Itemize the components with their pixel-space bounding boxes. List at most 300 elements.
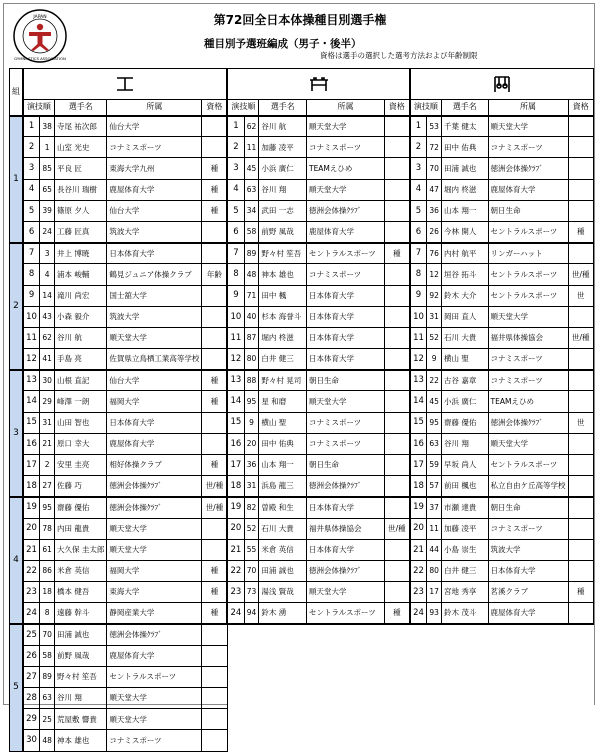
performance-order: 15: [23, 412, 40, 433]
performance-order: 18: [227, 476, 244, 497]
athlete-name: 山根 直記: [55, 370, 107, 391]
performance-order: 5: [410, 200, 427, 221]
athlete-name: 野々村 晃司: [259, 370, 307, 391]
bib-number: 93: [427, 603, 442, 624]
table-row: [10, 158, 594, 179]
table-row: [10, 391, 594, 412]
qualification: [568, 306, 593, 327]
qualification: 世/種: [202, 476, 227, 497]
team-name: 鹿屋体育大学: [488, 603, 568, 624]
team-name: コナミスポーツ: [306, 264, 384, 285]
team-name: 東海大学: [107, 582, 202, 603]
team-name: セントラルスポーツ: [488, 264, 568, 285]
bib-number: 26: [427, 221, 442, 242]
athlete-name: 千葉 健太: [442, 116, 489, 137]
performance-order: 17: [227, 455, 244, 476]
performance-order: 24: [23, 603, 40, 624]
qualification: [202, 412, 227, 433]
qualification: [384, 179, 409, 200]
performance-order: 9: [23, 285, 40, 306]
athlete-name: 小島 崇生: [442, 539, 489, 560]
bib-number: 89: [244, 243, 259, 264]
qualification: [568, 560, 593, 581]
qualification: [384, 370, 409, 391]
svg-text:GYMNASTICS ASSOCIATION: GYMNASTICS ASSOCIATION: [14, 56, 66, 61]
team-name: 静岡産業大学: [107, 603, 202, 624]
bib-number: 52: [427, 327, 442, 348]
bib-number: 95: [427, 412, 442, 433]
performance-order: 25: [23, 624, 40, 645]
qualification: [384, 391, 409, 412]
qualification: [202, 730, 227, 751]
team-name: 順天堂大学: [488, 433, 568, 454]
bib-number: 3: [40, 243, 55, 264]
team-name: 鶴見ジュニア体操クラブ: [107, 264, 202, 285]
performance-order: 1: [410, 116, 427, 137]
athlete-name: 今林 開人: [442, 221, 489, 242]
bib-number: 12: [427, 264, 442, 285]
athlete-name: 野々村 笙吾: [259, 243, 307, 264]
bib-number: 21: [40, 433, 55, 454]
performance-order: 10: [23, 306, 40, 327]
bib-number: 70: [40, 624, 55, 645]
team-name: 筑波大学: [488, 539, 568, 560]
performance-order: 14: [227, 391, 244, 412]
qualification: [568, 137, 593, 158]
athlete-name: 田浦 誠也: [259, 560, 307, 581]
performance-order: 5: [227, 200, 244, 221]
bib-number: 39: [40, 200, 55, 221]
qualification: [568, 243, 593, 264]
qualification: [568, 476, 593, 497]
table-row: [10, 179, 594, 200]
table-row: [10, 116, 594, 137]
athlete-name: 杉本 海誉斗: [259, 306, 307, 327]
performance-order: 16: [410, 433, 427, 454]
team-name: TEAMえひめ: [488, 391, 568, 412]
athlete-name: 安里 圭亮: [55, 455, 107, 476]
bib-number: 94: [244, 603, 259, 624]
team-name: コナミスポーツ: [306, 137, 384, 158]
table-row: [10, 730, 594, 751]
team-name: 仙台大学: [107, 116, 202, 137]
performance-order: 13: [227, 370, 244, 391]
bib-number: 11: [427, 518, 442, 539]
bib-number: 59: [427, 455, 442, 476]
team-name: 順天堂大学: [107, 518, 202, 539]
athlete-name: 鈴木 大介: [442, 285, 489, 306]
performance-order: 7: [23, 243, 40, 264]
bib-number: 80: [427, 560, 442, 581]
group-header: 組: [10, 69, 23, 116]
empty-cell: [227, 730, 410, 751]
athlete-name: 石川 大貴: [259, 518, 307, 539]
bib-number: 87: [244, 327, 259, 348]
qualification: 世/種: [202, 497, 227, 518]
athlete-name: 山本 翔一: [259, 455, 307, 476]
athlete-name: 内田 龍貴: [55, 518, 107, 539]
team-name: セントラルスポーツ: [488, 285, 568, 306]
performance-order: 18: [23, 476, 40, 497]
team-name: 徳洲会体操ｸﾗﾌﾞ: [107, 624, 202, 645]
qualification: 種: [202, 603, 227, 624]
table-row: [10, 433, 594, 454]
qualification: [568, 539, 593, 560]
team-name: セントラルスポーツ: [107, 666, 202, 687]
qualification: [384, 582, 409, 603]
qualification: [384, 264, 409, 285]
athlete-name: 原口 幸大: [55, 433, 107, 454]
athlete-name: 内村 航平: [442, 243, 489, 264]
qualification: [202, 285, 227, 306]
athlete-name: 小浜 廣仁: [259, 158, 307, 179]
bib-number: 48: [244, 264, 259, 285]
team-name: 徳洲会体操ｸﾗﾌﾞ: [107, 497, 202, 518]
table-row: [10, 200, 594, 221]
team-name: 朝日生命: [306, 370, 384, 391]
athlete-name: 市瀬 達貴: [442, 497, 489, 518]
table-row: [10, 306, 594, 327]
performance-order: 11: [227, 327, 244, 348]
qualification: 種: [384, 243, 409, 264]
athlete-name: 神本 雄也: [55, 730, 107, 751]
performance-order: 23: [410, 582, 427, 603]
qualification: [202, 349, 227, 370]
qualification: 種: [568, 582, 593, 603]
qualification: [202, 518, 227, 539]
performance-order: 19: [410, 497, 427, 518]
athlete-name: 寺尾 祐次郎: [55, 116, 107, 137]
bib-number: 17: [427, 582, 442, 603]
team-name: 順天堂大学: [488, 116, 568, 137]
apparatus-header: [410, 69, 594, 100]
team-name: 順天堂大学: [107, 709, 202, 730]
table-row: [10, 645, 594, 666]
performance-order: 7: [227, 243, 244, 264]
athlete-name: 小森 毅介: [55, 306, 107, 327]
team-name: 福井県体操協会: [306, 518, 384, 539]
qualification: 種: [202, 179, 227, 200]
athlete-name: 垣谷 拓斗: [442, 264, 489, 285]
qualification: [568, 158, 593, 179]
empty-cell: [410, 645, 594, 666]
bib-number: 73: [244, 582, 259, 603]
performance-order: 6: [410, 221, 427, 242]
performance-order: 2: [23, 137, 40, 158]
athlete-name: 田中 佑典: [442, 137, 489, 158]
performance-order: 19: [23, 497, 40, 518]
table-row: [10, 518, 594, 539]
qualification: [202, 624, 227, 645]
athlete-name: 谷川 航: [259, 116, 307, 137]
empty-cell: [410, 666, 594, 687]
page-subtitle: 種目別予選班編成（男子・後半）: [204, 38, 362, 50]
table-row: [10, 666, 594, 687]
qualification: [202, 243, 227, 264]
team-name: 日本体育大学: [306, 285, 384, 306]
performance-order: 24: [410, 603, 427, 624]
team-header: 所属: [488, 100, 568, 116]
empty-cell: [227, 688, 410, 709]
team-name: 鹿屋体育大学: [107, 433, 202, 454]
qualification: [202, 709, 227, 730]
table-row: [10, 476, 594, 497]
athlete-name: 早坂 尚人: [442, 455, 489, 476]
athlete-name: 田浦 誠也: [442, 158, 489, 179]
performance-order: 8: [23, 264, 40, 285]
athlete-name: 堀内 柊滋: [259, 327, 307, 348]
bib-number: 38: [40, 116, 55, 137]
athlete-name: 小浜 廣仁: [442, 391, 489, 412]
qualification: 種: [568, 221, 593, 242]
performance-order: 6: [227, 221, 244, 242]
qualification: [568, 455, 593, 476]
team-name: 日本体育大学: [306, 349, 384, 370]
athlete-name: 峰澤 一朗: [55, 391, 107, 412]
bib-number: 55: [244, 539, 259, 560]
bib-number: 9: [427, 349, 442, 370]
athlete-name: 古谷 嘉章: [442, 370, 489, 391]
team-name: 順天堂大学: [107, 327, 202, 348]
qualification: 世/種: [384, 518, 409, 539]
performance-order: 4: [23, 179, 40, 200]
athlete-name: 宮地 秀享: [442, 582, 489, 603]
bib-number: 18: [40, 582, 55, 603]
team-name: 順天堂大学: [306, 391, 384, 412]
performance-order: 21: [410, 539, 427, 560]
athlete-name: 武田 一志: [259, 200, 307, 221]
performance-order: 16: [227, 433, 244, 454]
athlete-name: 篠原 夕人: [55, 200, 107, 221]
bib-number: 9: [244, 412, 259, 433]
table-row: [10, 221, 594, 242]
qualification: [384, 158, 409, 179]
athlete-name: 山本 翔一: [442, 200, 489, 221]
table-row: [10, 497, 594, 518]
performance-order: 3: [227, 158, 244, 179]
qualification-header: 資格: [568, 100, 593, 116]
qualification: 種: [202, 455, 227, 476]
bib-number: 58: [40, 645, 55, 666]
result-sheet: [3, 3, 595, 746]
bib-number: 14: [40, 285, 55, 306]
bib-number: 65: [40, 179, 55, 200]
empty-cell: [410, 730, 594, 751]
team-name: 日本体育大学: [107, 243, 202, 264]
athlete-name: 田中 佑典: [259, 433, 307, 454]
bib-number: 62: [244, 116, 259, 137]
bib-number: 36: [244, 455, 259, 476]
qualification: [202, 306, 227, 327]
team-name: 徳洲会体操ｸﾗﾌﾞ: [306, 560, 384, 581]
bib-number: 20: [244, 433, 259, 454]
team-name: 仙台大学: [107, 200, 202, 221]
table-row: [10, 370, 594, 391]
team-name: 筑波大学: [107, 306, 202, 327]
qualification: [384, 560, 409, 581]
team-name: 佐賀県立鳥栖工業高等学校: [107, 349, 202, 370]
performance-order: 10: [227, 306, 244, 327]
team-name: 徳洲会体操ｸﾗﾌﾞ: [306, 476, 384, 497]
athlete-name: 曽殿 和生: [259, 497, 307, 518]
performance-order: 27: [23, 666, 40, 687]
apparatus-header: [23, 69, 227, 100]
athlete-name: 前野 風哉: [55, 645, 107, 666]
team-name: 国士舘大学: [107, 285, 202, 306]
athlete-name: 堀内 柊滋: [442, 179, 489, 200]
team-name: 徳洲会体操ｸﾗﾌﾞ: [306, 200, 384, 221]
performance-order: 8: [410, 264, 427, 285]
performance-order: 8: [227, 264, 244, 285]
performance-order: 24: [227, 603, 244, 624]
qualification-header: 資格: [384, 100, 409, 116]
qualification: 種: [202, 582, 227, 603]
performance-order: 16: [23, 433, 40, 454]
performance-order: 10: [410, 306, 427, 327]
athlete-name: 平良 匠: [55, 158, 107, 179]
team-name: セントラルスポーツ: [306, 603, 384, 624]
order-header: 演技順: [227, 100, 259, 116]
team-name: セントラルスポーツ: [306, 243, 384, 264]
performance-order: 22: [23, 560, 40, 581]
qualification: [202, 327, 227, 348]
performance-order: 19: [227, 497, 244, 518]
bib-number: 63: [427, 433, 442, 454]
table-row: [10, 709, 594, 730]
bib-number: 25: [40, 709, 55, 730]
qualification: [568, 116, 593, 137]
athlete-name: 岡田 直人: [442, 306, 489, 327]
athlete-name: 齋藤 優佑: [442, 412, 489, 433]
athlete-name: 大久保 圭太郎: [55, 539, 107, 560]
bib-number: 47: [427, 179, 442, 200]
bib-number: 37: [427, 497, 442, 518]
bib-number: 29: [40, 391, 55, 412]
athlete-name: 谷川 翔: [442, 433, 489, 454]
qualification: [568, 200, 593, 221]
bib-number: 89: [40, 666, 55, 687]
performance-order: 22: [410, 560, 427, 581]
athlete-name: 加藤 凌平: [259, 137, 307, 158]
qualification: [384, 221, 409, 242]
bib-number: 31: [244, 476, 259, 497]
performance-order: 22: [227, 560, 244, 581]
qualification-note: 資格は選手の選択した選考方法および年齢制限: [320, 51, 478, 60]
qualification: [568, 179, 593, 200]
athlete-name: 谷川 翔: [259, 179, 307, 200]
bib-number: 27: [40, 476, 55, 497]
performance-order: 6: [23, 221, 40, 242]
athlete-name: 湯浅 賢哉: [259, 582, 307, 603]
athlete-name: 田浦 誠也: [55, 624, 107, 645]
table-row: [10, 603, 594, 624]
performance-order: 17: [410, 455, 427, 476]
athlete-name: 浜島 龍三: [259, 476, 307, 497]
bib-number: 1: [40, 137, 55, 158]
qualification: [202, 116, 227, 137]
bib-number: 45: [427, 391, 442, 412]
qualification: [202, 433, 227, 454]
team-name: 日本体育大学: [306, 327, 384, 348]
athlete-name: 石川 大貴: [442, 327, 489, 348]
empty-cell: [227, 666, 410, 687]
team-name: 徳洲会体操ｸﾗﾌﾞ: [488, 158, 568, 179]
team-name: 福井県体操協会: [488, 327, 568, 348]
team-name: 相好体操クラブ: [107, 455, 202, 476]
qualification: [568, 518, 593, 539]
athlete-name: 井上 博暁: [55, 243, 107, 264]
name-header: 選手名: [442, 100, 489, 116]
qualification: [568, 391, 593, 412]
team-name: TEAMえひめ: [306, 158, 384, 179]
empty-cell: [410, 688, 594, 709]
team-name: 筑波大学: [107, 221, 202, 242]
performance-order: 15: [410, 412, 427, 433]
table-row: [10, 582, 594, 603]
performance-order: 14: [410, 391, 427, 412]
athlete-name: 星 和磨: [259, 391, 307, 412]
performance-order: 4: [410, 179, 427, 200]
bib-number: 63: [244, 179, 259, 200]
athlete-name: 遠藤 幹斗: [55, 603, 107, 624]
performance-order: 1: [227, 116, 244, 137]
athlete-name: 鈴木 茂斗: [442, 603, 489, 624]
empty-cell: [410, 709, 594, 730]
team-name: 順天堂大学: [488, 306, 568, 327]
bib-number: 36: [427, 200, 442, 221]
qualification: [202, 645, 227, 666]
bib-number: 82: [244, 497, 259, 518]
table-row: [10, 688, 594, 709]
bib-number: 70: [427, 158, 442, 179]
bib-number: 22: [427, 370, 442, 391]
team-header: 所属: [306, 100, 384, 116]
table-row: [10, 455, 594, 476]
qualification: [384, 306, 409, 327]
qualification: [202, 221, 227, 242]
athlete-name: 浦本 峻輔: [55, 264, 107, 285]
group-label: 1: [10, 116, 23, 243]
athlete-name: 長谷川 瑞樹: [55, 179, 107, 200]
bib-number: 61: [40, 539, 55, 560]
qualification: [202, 688, 227, 709]
performance-order: 14: [23, 391, 40, 412]
qualification: [568, 370, 593, 391]
bib-number: 41: [40, 349, 55, 370]
bib-number: 24: [40, 221, 55, 242]
performance-order: 11: [23, 327, 40, 348]
bib-number: 85: [40, 158, 55, 179]
team-name: 日本体育大学: [107, 412, 202, 433]
performance-order: 28: [23, 688, 40, 709]
bib-number: 45: [244, 158, 259, 179]
qualification: [568, 433, 593, 454]
athlete-name: 齋藤 優佑: [55, 497, 107, 518]
bib-number: 8: [40, 603, 55, 624]
qualification: [384, 200, 409, 221]
qualification: [384, 497, 409, 518]
table-row: [10, 539, 594, 560]
qualification: [202, 137, 227, 158]
athlete-name: 工藤 匠真: [55, 221, 107, 242]
team-name: 順天堂大学: [306, 116, 384, 137]
athlete-name: 山室 光史: [55, 137, 107, 158]
team-name: 鹿屋体育大学: [306, 221, 384, 242]
group-table: [9, 68, 594, 752]
table-row: [10, 624, 594, 645]
bib-number: 34: [244, 200, 259, 221]
performance-order: 23: [227, 582, 244, 603]
